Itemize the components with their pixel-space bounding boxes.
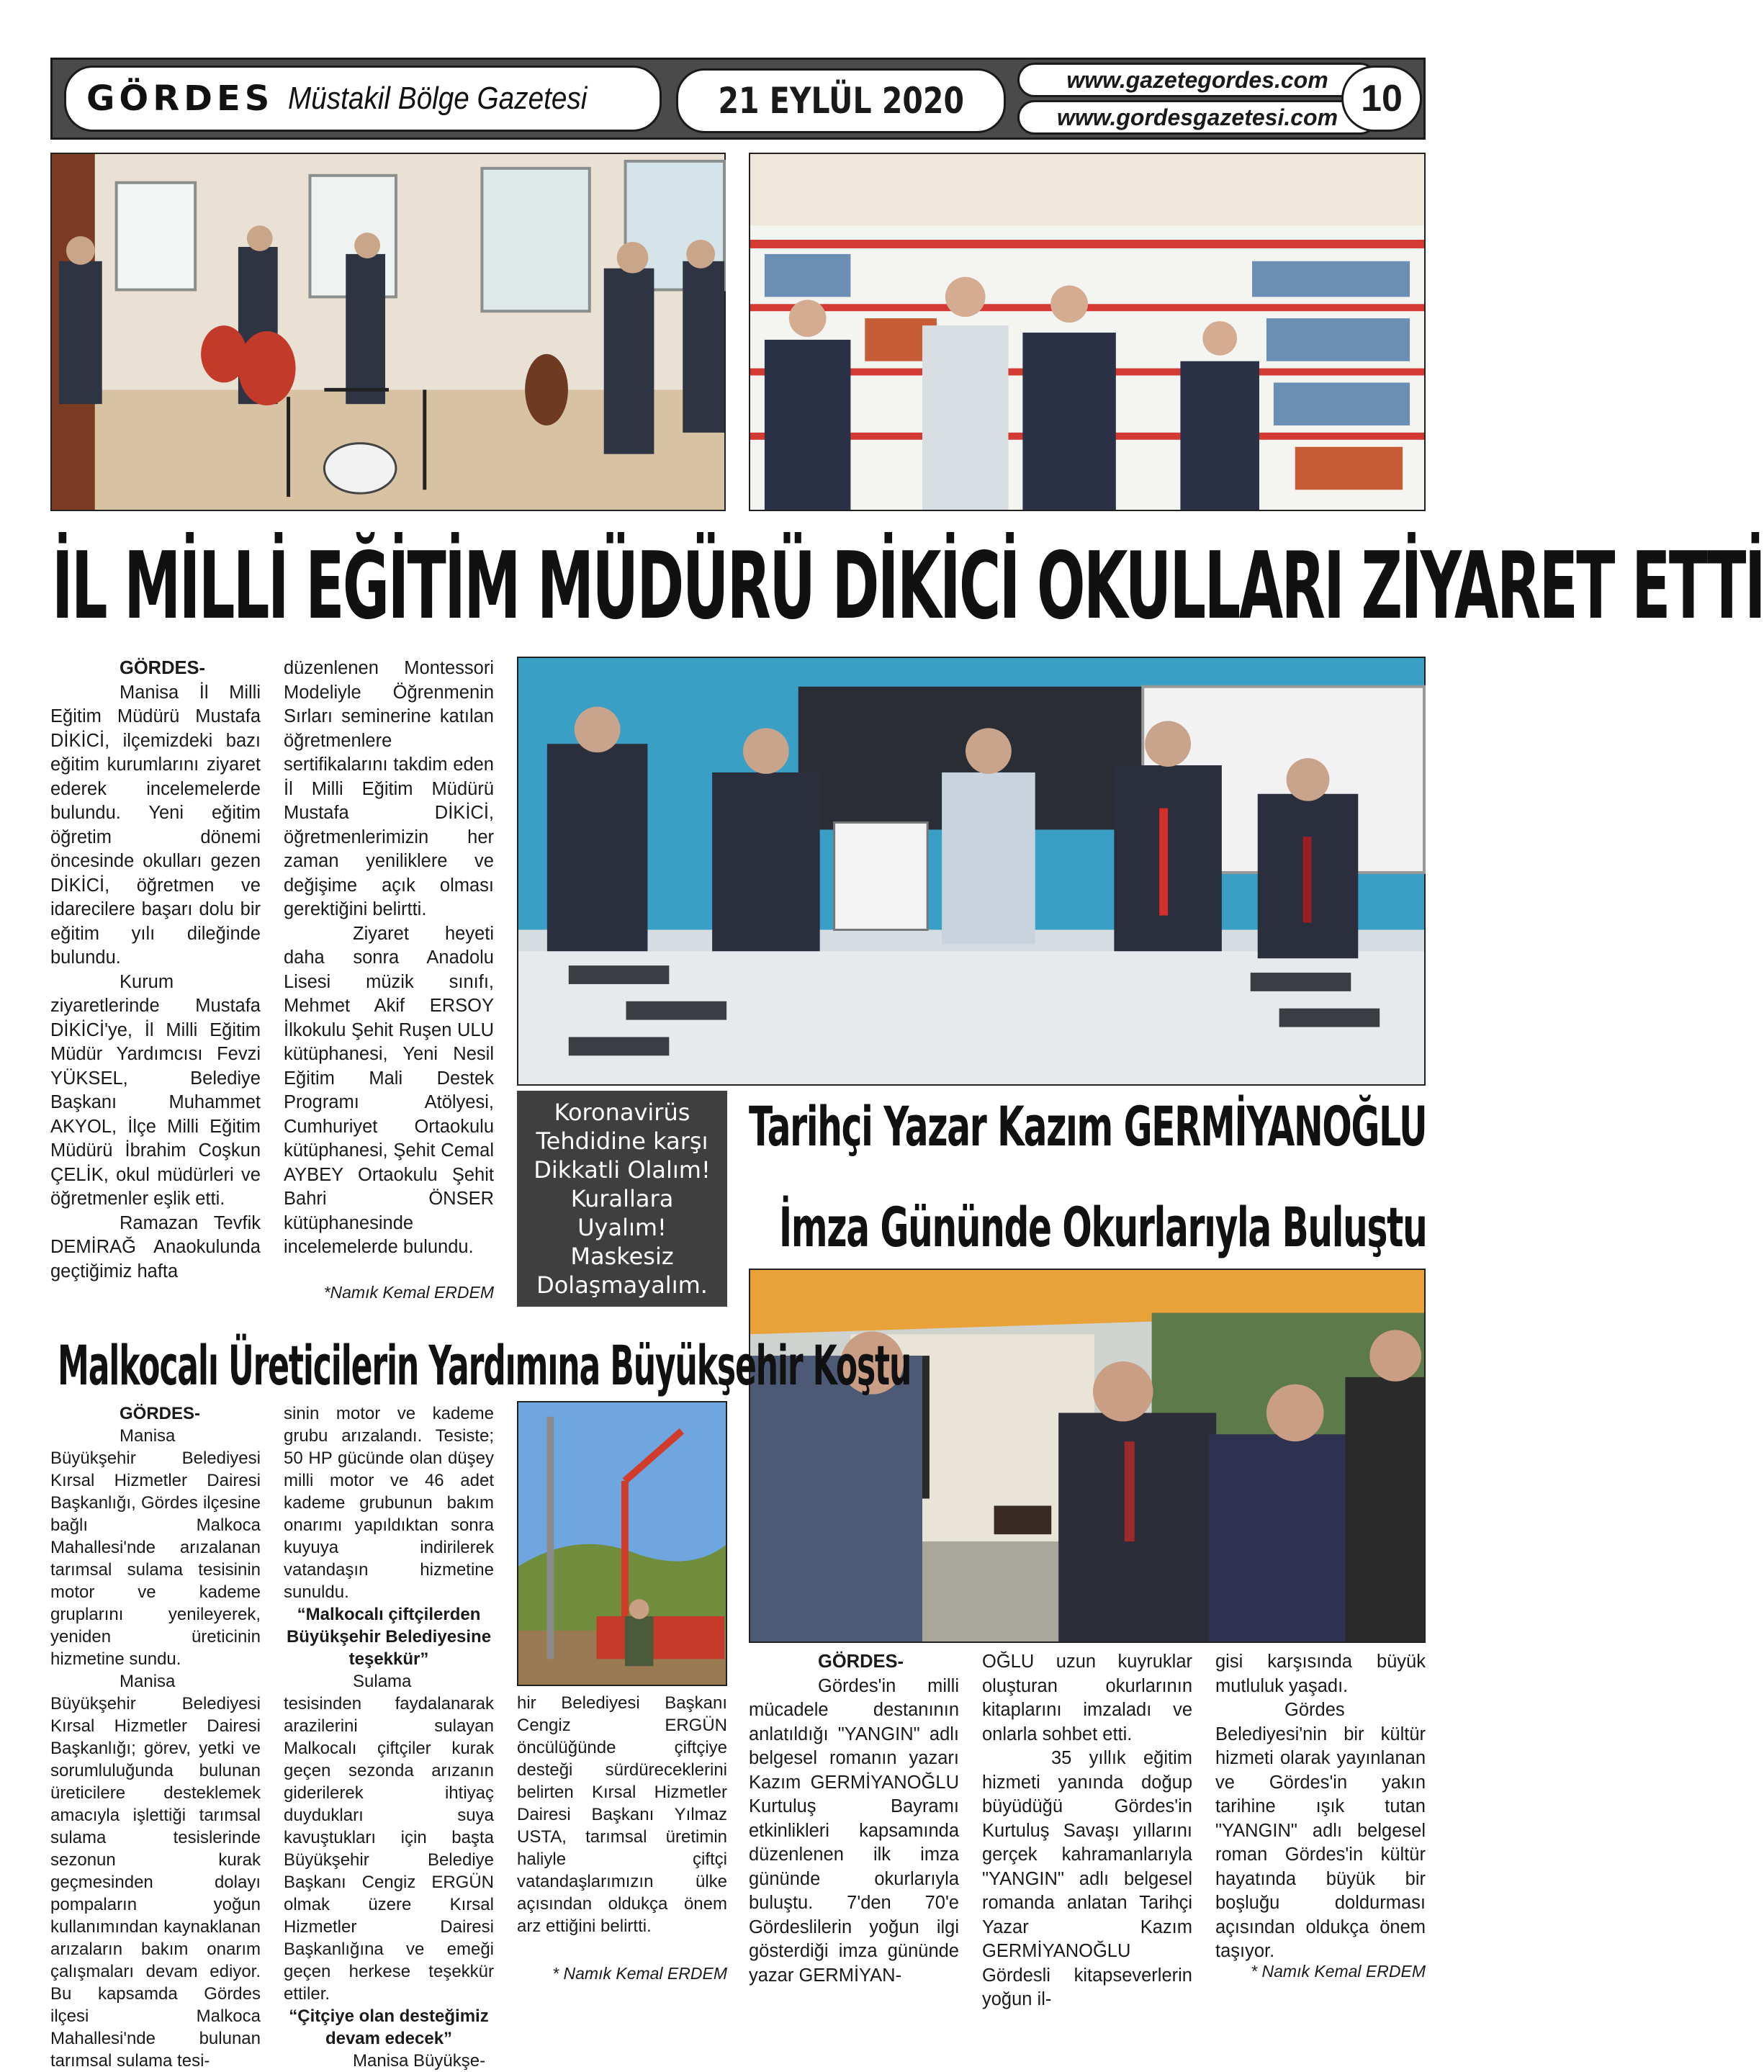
article2-paragraph: Gördes'in milli mücadele destanının anlatıldığı "YANGIN" adlı belgesel romanın yazarı Kazım GERMİYANOĞLU Kurtuluş Bayramı etkinlikleri kapsamında düzenlenen ilk imza gününde okurlarıyla buluştu. 7'den 70'e Gördeslilerin yoğun ilgi gösterdiği imza gününde yazar GERMİYAN-	[749, 1675, 959, 1986]
website-link-2[interactable]: www.gordesgazetesi.com	[1017, 100, 1377, 135]
brand-subtitle: Müstakil Bölge Gazetesi	[288, 81, 588, 116]
article1-paragraph: Manisa İl Milli Eğitim Müdürü Mustafa DİKİCİ, ilçemizdeki bazı eğitim kurumlarını ziyaret ederek incelemelerde bulundu. Yeni eğitim öğretim dönemi öncesinde okulları gezen DİKİCİ, öğretmen ve idarecilere başarı dolu bir eğitim yılı dileğinde bulundu.	[50, 682, 261, 968]
article2-paragraph: Gördes Belediyesi'nin bir kültür hizmeti olarak yayınlanan ve Gördes'in yakın tarihine ışık tutan "YANGIN" adlı belgesel roman Gördes'in kültür hayatında büyük bir boşluğu doldurması açısından oldukça önem taşıyor.	[1215, 1700, 1426, 1961]
library-visit-photo	[749, 153, 1426, 511]
article2-column-3	[1215, 1650, 1426, 1964]
article3-paragraph: hir Belediyesi Başkanı Cengiz ERGÜN öncülüğünde çiftçiye desteği sürdüreceklerini belirten Kırsal Hizmetler Dairesi Başkanı Yılmaz USTA, tarımsal üretimin haliyle çiftçi vatandaşlarımızın ülke açısından oldukça önem arz ettiğini belirtti.	[517, 1693, 727, 1936]
masthead-bar	[50, 58, 1426, 140]
article2-byline: * Namık Kemal ERDEM	[1251, 1962, 1426, 1981]
article3-column-2	[284, 1402, 494, 2072]
website-link-1[interactable]: www.gazetegordes.com	[1017, 63, 1377, 97]
article3-paragraph: sinin motor ve kademe grubu arızalandı. Tesiste; 50 HP gücünde olan düşey milli motor ve 46 adet kademe grubunun bakım onarımı yapıldıktan sonra kuyuya indirilerek vatandaşın hizmetine sunuldu.	[284, 1404, 494, 1602]
corona-line: Kurallara	[570, 1185, 674, 1212]
corona-line: Maskesiz	[570, 1243, 674, 1270]
article1-column-2	[284, 657, 494, 1260]
brand-name: GÖRDES	[86, 78, 274, 119]
article1-paragraph: Ziyaret heyeti daha sonra Anadolu Lisesi müzik sınıfı, Mehmet Akif ERSOY İlkokulu Şehit Ruşen ULU kütüphanesi, Yeni Nesil Eğitim Mali Destek Programı Atölyesi, Cumhuriyet Ortaokulu kütüphanesi, Şehit Cemal AYBEY Ortaokulu Şehit Bahri ÖNSER kütüphanesinde incelemelerde bulundu.	[284, 923, 494, 1257]
article1-kicker: GÖRDES-	[120, 658, 206, 678]
article2-kicker: GÖRDES-	[818, 1652, 904, 1672]
article1-paragraph: Kurum ziyaretlerinde Mustafa DİKİCİ'ye, İl Milli Eğitim Müdür Yardımcısı Fevzi YÜKSEL, Belediye Başkanı Muhammet AKYOL, İlçe Milli Eğitim Müdürü İbrahim Coşkun ÇELİK, okul müdürleri ve öğretmenler eşlik etti.	[50, 971, 261, 1209]
article3-paragraph: Manisa Büyükşe-	[353, 2051, 486, 2071]
article1-paragraph: düzenlenen Montessori Modeliyle Öğrenmenin Sırları seminerine katılan öğretmenlere sertifikalarını takdim eden İl Milli Eğitim Müdürü Mustafa DİKİCİ, öğretmenlerimizin her zaman yeniliklere ve değişime açık olması gerektiğini belirtti.	[284, 658, 494, 919]
article3-paragraph: Manisa Büyükşehir Belediyesi Kırsal Hizmetler Dairesi Başkanlığı, Gördes ilçesine bağlı Malkoca Mahallesi'nde arızalanan tarımsal sulama tesisinin motor ve kademe gruplarını yenileyerek, yeniden üreticinin hizmetine sundu.	[50, 1426, 261, 1669]
irrigation-crane-photo	[517, 1401, 727, 1686]
corona-line: Uyalım!	[577, 1214, 667, 1241]
article2-paragraph: gisi karşısında büyük mutluluk yaşadı.	[1215, 1652, 1426, 1696]
corona-line: Tehdidine karşı	[536, 1127, 708, 1155]
issue-date: 21 EYLÜL 2020	[676, 68, 1006, 133]
corona-line: Dolaşmayalım.	[536, 1271, 708, 1299]
corona-line: Koronavirüs	[554, 1099, 690, 1126]
article3-byline: * Namık Kemal ERDEM	[552, 1964, 727, 1983]
corona-line: Dikkatli Olalım!	[534, 1156, 711, 1184]
article3-column-3	[517, 1692, 727, 1937]
page-number: 10	[1341, 66, 1422, 132]
article2-column-1	[749, 1650, 959, 1988]
main-headline: İL MİLLİ EĞİTİM MÜDÜRÜ DİKİCİ OKULLARI ZİYARET ETTİ	[52, 533, 1764, 640]
book-signing-photo	[749, 1269, 1426, 1643]
article2-column-2	[982, 1650, 1192, 2012]
article2-paragraph: 35 yıllık eğitim hizmeti yanında doğup büyüdüğü Gördes'in Kurtuluş Savaşı yıllarını gerçek kahramanlarıyla "YANGIN" adlı belgesel romanda anlatan Tarihçi Yazar Kazım GERMİYANOĞLU Gördesli kitapseverlerin yoğun il-	[982, 1748, 1192, 2009]
article3-kicker: GÖRDES-	[120, 1404, 201, 1423]
classroom-group-photo	[517, 657, 1426, 1086]
article3-paragraph: Sulama tesisinden faydalanarak arazilerini sulayan Malkocalı çiftçiler kurak geçen sezonda arızanın giderilerek ihtiyaç duydukları suya kavuştukları için başta Büyükşehir Belediye Başkanı Cengiz ERGÜN olmak üzere Kırsal Hizmetler Dairesi Başkanlığına ve emeği geçen herkese teşekkür ettiler.	[284, 1672, 494, 2004]
article1-paragraph: Ramazan Tevfik DEMİRAĞ Anaokulunda geçtiğimiz hafta	[50, 1212, 261, 1282]
masthead-brand	[64, 66, 662, 132]
article3-column-1	[50, 1402, 261, 2072]
article1-byline: *Namık Kemal ERDEM	[323, 1283, 494, 1302]
music-class-photo	[50, 153, 726, 511]
article1-column-1	[50, 657, 261, 1284]
article2-headline-line1: Tarihçi Yazar Kazım GERMİYANOĞLU	[749, 1094, 1427, 1158]
article3-subheading: “Çitçiye olan desteğimiz devam edecek”	[289, 2006, 489, 2048]
article3-subheading: “Malkocalı çiftçilerden Büyükşehir Belediyesine teşekkür”	[286, 1605, 492, 1669]
article2-paragraph: OĞLU uzun kuyruklar oluşturan okurlarının kitaplarını imzaladı ve onlarla sohbet etti.	[982, 1652, 1192, 1744]
corona-warning-box	[517, 1091, 727, 1307]
article3-paragraph: Manisa Büyükşehir Belediyesi Kırsal Hizmetler Dairesi Başkanlığı; görev, yetki ve sorumluluğunda bulunan üreticilere desteklemek amacıyla işlettiği tarımsal sulama tesislerinde sezonun kurak geçmesinden dolayı pompaların yoğun kullanımından kaynaklanan arızaların bakım onarım çalışmaları devam ediyor. Bu kapsamda Gördes ilçesi Malkoca Mahallesi'nde bulunan tarımsal sulama tesi-	[50, 1672, 261, 2071]
article3-headline: Malkocalı Üreticilerin Yardımına Büyükşehir Koştu	[58, 1333, 912, 1397]
article2-headline-line2: İmza Gününde Okurlarıyla Buluştu	[779, 1195, 1427, 1259]
